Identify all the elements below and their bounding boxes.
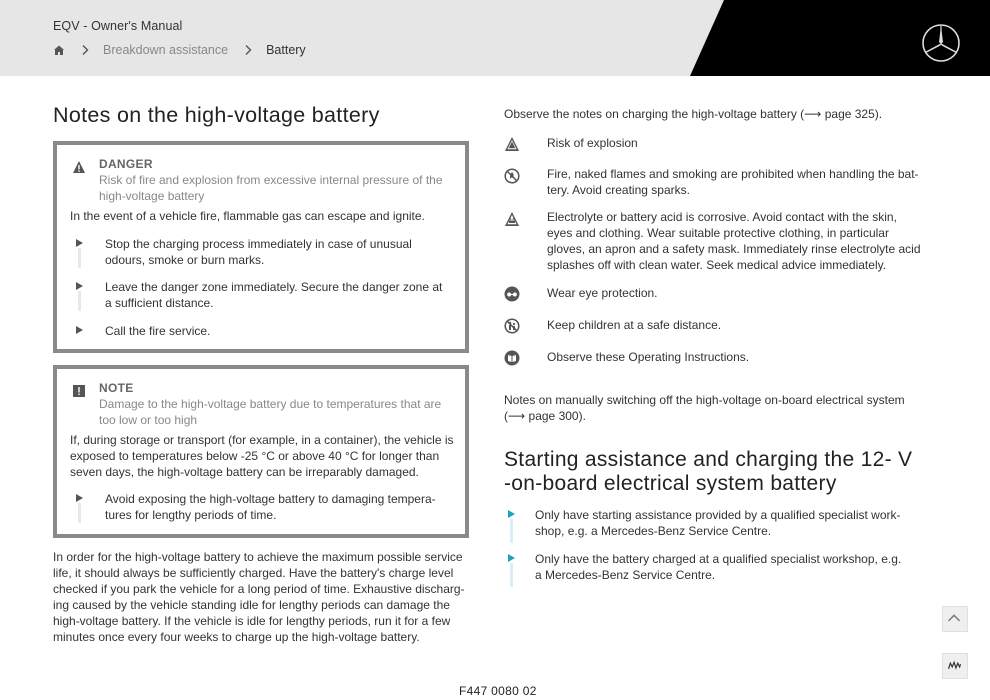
note-bullet-1: Avoid exposing the high-voltage battery to damaging tempera- tures for lengthy periods of time.: [105, 492, 436, 522]
figure-code: F447 0080 02: [459, 684, 537, 698]
warning-triangle-icon: [504, 136, 520, 152]
breadcrumb: [53, 42, 306, 58]
charging-notes-link[interactable]: Observe the notes on charging the high-voltage battery (⟶ page 325).: [504, 107, 883, 121]
scroll-to-top-button[interactable]: [942, 606, 968, 632]
list-item: [70, 491, 462, 523]
bullet-arrow-icon: [508, 554, 515, 562]
home-icon[interactable]: [53, 44, 65, 56]
danger-label: DANGER: [99, 157, 153, 171]
symbol-text-corrosive: Electrolyte or battery acid is corrosive. Avoid contact with the skin, eyes and clothing. Wear suitable protective clothing, in particular gloves, an apron and a safety mask. Immediately rinse electrolyte acid splashes off with clean water. Seek medical advice immediately.: [547, 210, 921, 272]
list-item: [70, 323, 462, 339]
bullet-bar: [78, 503, 81, 523]
bullet-bar: [78, 248, 81, 268]
list-item: [70, 279, 462, 311]
warning-triangle-icon: [72, 160, 86, 174]
symbol-text-eye: Wear eye protection.: [547, 286, 658, 300]
section-title: Starting assistance and charging the 12- V -on-board electrical system battery: [504, 448, 913, 495]
danger-bullet-2: Leave the danger zone immediately. Secure the danger zone at a sufficient distance.: [105, 280, 443, 310]
charge-paragraph: In order for the high-voltage battery to achieve the maximum possible service life, it should always be sufficiently charged. Have the battery's charge level checked if you park the vehicle for a long period of time. Exhaustive discharg- ing caused by the vehicle standing idle for lengthy periods can damage the high-voltage battery. If the vehicle is idle for lengthy periods, run it for a few minutes once every four weeks to charge up the high-voltage battery.: [53, 550, 465, 644]
operating-instructions-icon: [504, 350, 520, 366]
danger-subtitle: Risk of fire and explosion from excessive internal pressure of the high-voltage battery: [99, 173, 443, 203]
note-label: NOTE: [99, 381, 134, 395]
bullet-bar: [510, 563, 513, 587]
list-item: [504, 507, 924, 539]
danger-bullet-3: Call the fire service.: [105, 324, 211, 338]
keep-children-away-icon: [504, 318, 520, 334]
chevron-right-icon: [81, 44, 89, 56]
exclamation-square-icon: [72, 384, 86, 398]
right-bullet-1: Only have starting assistance provided by a qualified specialist work- shop, e.g. a Mercedes-Benz Service Centre.: [535, 508, 901, 538]
chevron-right-icon: [244, 44, 252, 56]
chevron-up-icon: [943, 607, 967, 631]
switch-off-notes-link[interactable]: Notes on manually switching off the high-voltage on-board electrical system (⟶ page 300).: [504, 393, 905, 423]
brand-badge-icon: [943, 654, 967, 678]
symbol-text-no-fire: Fire, naked flames and smoking are prohibited when handling the bat- tery. Avoid creating sparks.: [547, 167, 919, 197]
list-item: [70, 236, 462, 268]
app-title: EQV - Owner's Manual: [53, 19, 183, 33]
bullet-bar: [510, 519, 513, 543]
symbol-text-children: Keep children at a safe distance.: [547, 318, 722, 332]
breadcrumb-link-breakdown[interactable]: Breakdown assistance: [103, 43, 229, 57]
symbol-text-explosion: Risk of explosion: [547, 136, 638, 150]
bullet-arrow-icon: [76, 494, 83, 502]
eye-protection-icon: [504, 286, 520, 302]
danger-bullet-1: Stop the charging process immediately in case of unusual odours, smoke or burn marks.: [105, 237, 412, 267]
danger-box: [53, 141, 469, 353]
bullet-bar: [78, 291, 81, 311]
note-subtitle: Damage to the high-voltage battery due to temperatures that are too low or too high: [99, 397, 442, 427]
danger-text: In the event of a vehicle fire, flammable gas can escape and ignite.: [70, 209, 425, 223]
bullet-arrow-icon: [76, 239, 83, 247]
corrosive-warning-icon: [504, 211, 520, 227]
bullet-arrow-icon: [76, 326, 83, 334]
bullet-arrow-icon: [76, 282, 83, 290]
page-title: Notes on the high-voltage battery: [53, 103, 380, 127]
right-bullet-2: Only have the battery charged at a qualified specialist workshop, e.g. a Mercedes-Benz Service Centre.: [535, 552, 902, 582]
no-fire-icon: [504, 168, 520, 184]
bullet-arrow-icon: [508, 510, 515, 518]
symbol-text-instructions: Observe these Operating Instructions.: [547, 350, 750, 364]
breadcrumb-current: Battery: [266, 43, 306, 57]
brand-badge-button[interactable]: [942, 653, 968, 679]
note-box: [53, 365, 469, 538]
list-item: [504, 551, 924, 583]
brand-star-logo: [921, 23, 961, 63]
note-text: If, during storage or transport (for example, in a container), the vehicle is exposed to temperatures below -25 °C or above 40 °C for longer than seven days, the high-voltage battery can be irreparably damaged.: [70, 433, 454, 479]
